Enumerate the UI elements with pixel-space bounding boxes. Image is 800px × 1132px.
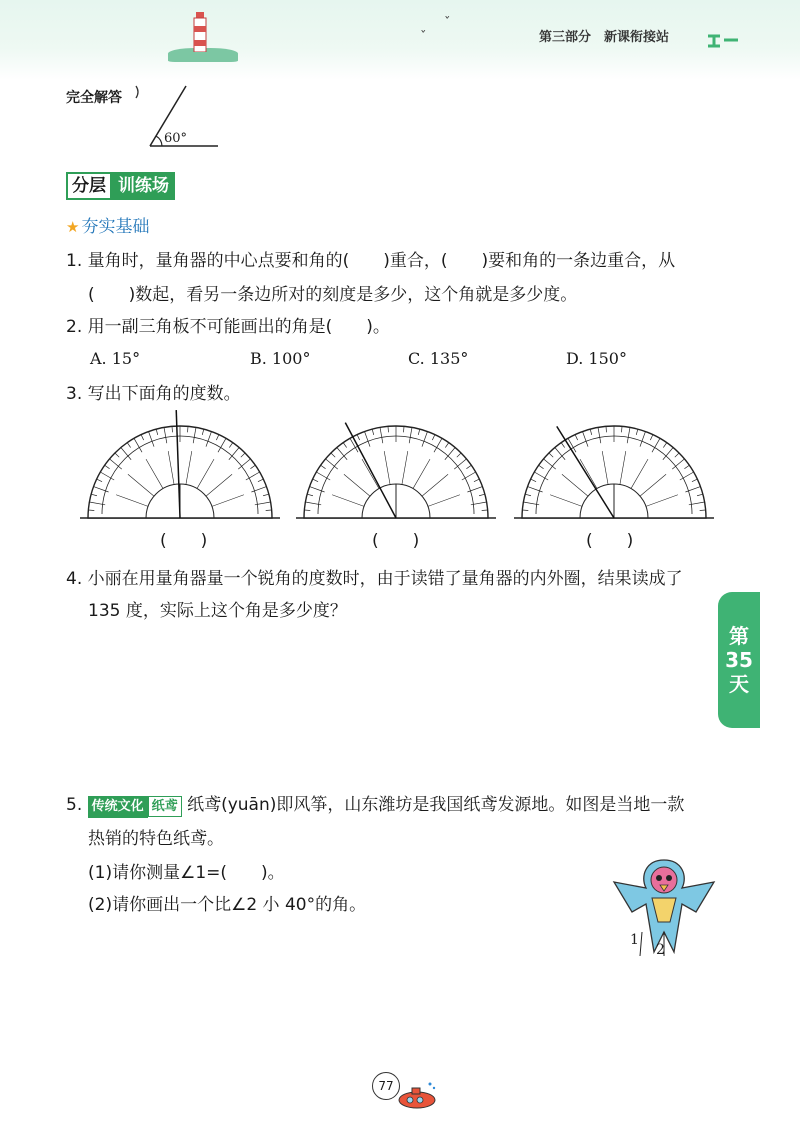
q3-blank-3: ( ) [586, 531, 634, 551]
q2-option-b: B. 100° [250, 349, 311, 368]
section-title-badge [66, 172, 175, 200]
side-tab-line3: 天 [729, 672, 749, 696]
answer-example-label: 完全解答 [66, 90, 122, 106]
q2-option-a: A. 15° [90, 349, 141, 368]
subsection-title [66, 212, 149, 237]
kite-illustration [612, 852, 716, 962]
bird-icon: ˇ [444, 16, 451, 31]
q1-line1: 1. 量角时，量角器的中心点要和角的( )重合，( )要和角的一条边重合，从 [66, 251, 676, 271]
star-icon: ★ [66, 218, 80, 236]
side-tab-line2: 35 [725, 648, 753, 672]
example-angle-figure [130, 84, 222, 150]
q2-option-d: D. 150° [566, 349, 627, 368]
header-part-label: 第三部分 [539, 30, 592, 45]
kite-angle-label-1: 1 [630, 932, 639, 948]
kite-angle-label-2: 2 [656, 942, 665, 958]
header-band [0, 0, 800, 80]
q5-number: 5. [66, 795, 83, 815]
section-title-a: 分层 [66, 172, 112, 200]
q3-stem: 3. 写出下面角的度数。 [66, 384, 241, 404]
protractor-figure-2 [296, 410, 496, 530]
q4-line1: 4. 小丽在用量角器量一个锐角的度数时，由于读错了量角器的内外圈，结果读成了 [66, 569, 683, 589]
subsection-title-text: 夯实基础 [81, 217, 150, 237]
header-section-label: 新课衔接站 [604, 30, 670, 45]
page-number: 77 [372, 1072, 400, 1100]
q5-line1 [66, 788, 684, 822]
protractor-figure-1 [80, 410, 280, 530]
q5-sub1: (1)请你测量∠1=( )。 [88, 863, 285, 883]
q5-line2: 热销的特色纸鸢。 [88, 829, 224, 849]
q5-tag-kite: 纸鸢 [148, 796, 182, 817]
day-side-tab [718, 592, 760, 728]
q5-line1-text: 纸鸢(yuān)即风筝，山东潍坊是我国纸鸢发源地。如图是当地一款 [187, 795, 685, 815]
q3-blank-1: ( ) [160, 531, 208, 551]
protractor-figure-3 [514, 410, 714, 530]
side-tab-line1: 第 [729, 624, 749, 648]
header-logo-icon [706, 30, 740, 50]
q5-sub2: (2)请你画出一个比∠2 小 40°的角。 [88, 895, 367, 915]
q2-stem: 2. 用一副三角板不可能画出的角是( )。 [66, 317, 390, 337]
bird-icon: ˇ [420, 30, 427, 45]
q3-blank-2: ( ) [372, 531, 420, 551]
example-angle-label: 60° [164, 131, 188, 146]
q2-option-c: C. 135° [408, 349, 469, 368]
q5-tag-culture: 传统文化 [88, 796, 148, 818]
q4-line2: 135 度，实际上这个角是多少度？ [88, 601, 347, 621]
q1-line2: ( )数起，看另一条边所对的刻度是多少，这个角就是多少度。 [88, 285, 578, 305]
submarine-icon [396, 1080, 438, 1110]
lighthouse-icon [190, 12, 210, 52]
section-title-b: 训练场 [112, 172, 175, 200]
